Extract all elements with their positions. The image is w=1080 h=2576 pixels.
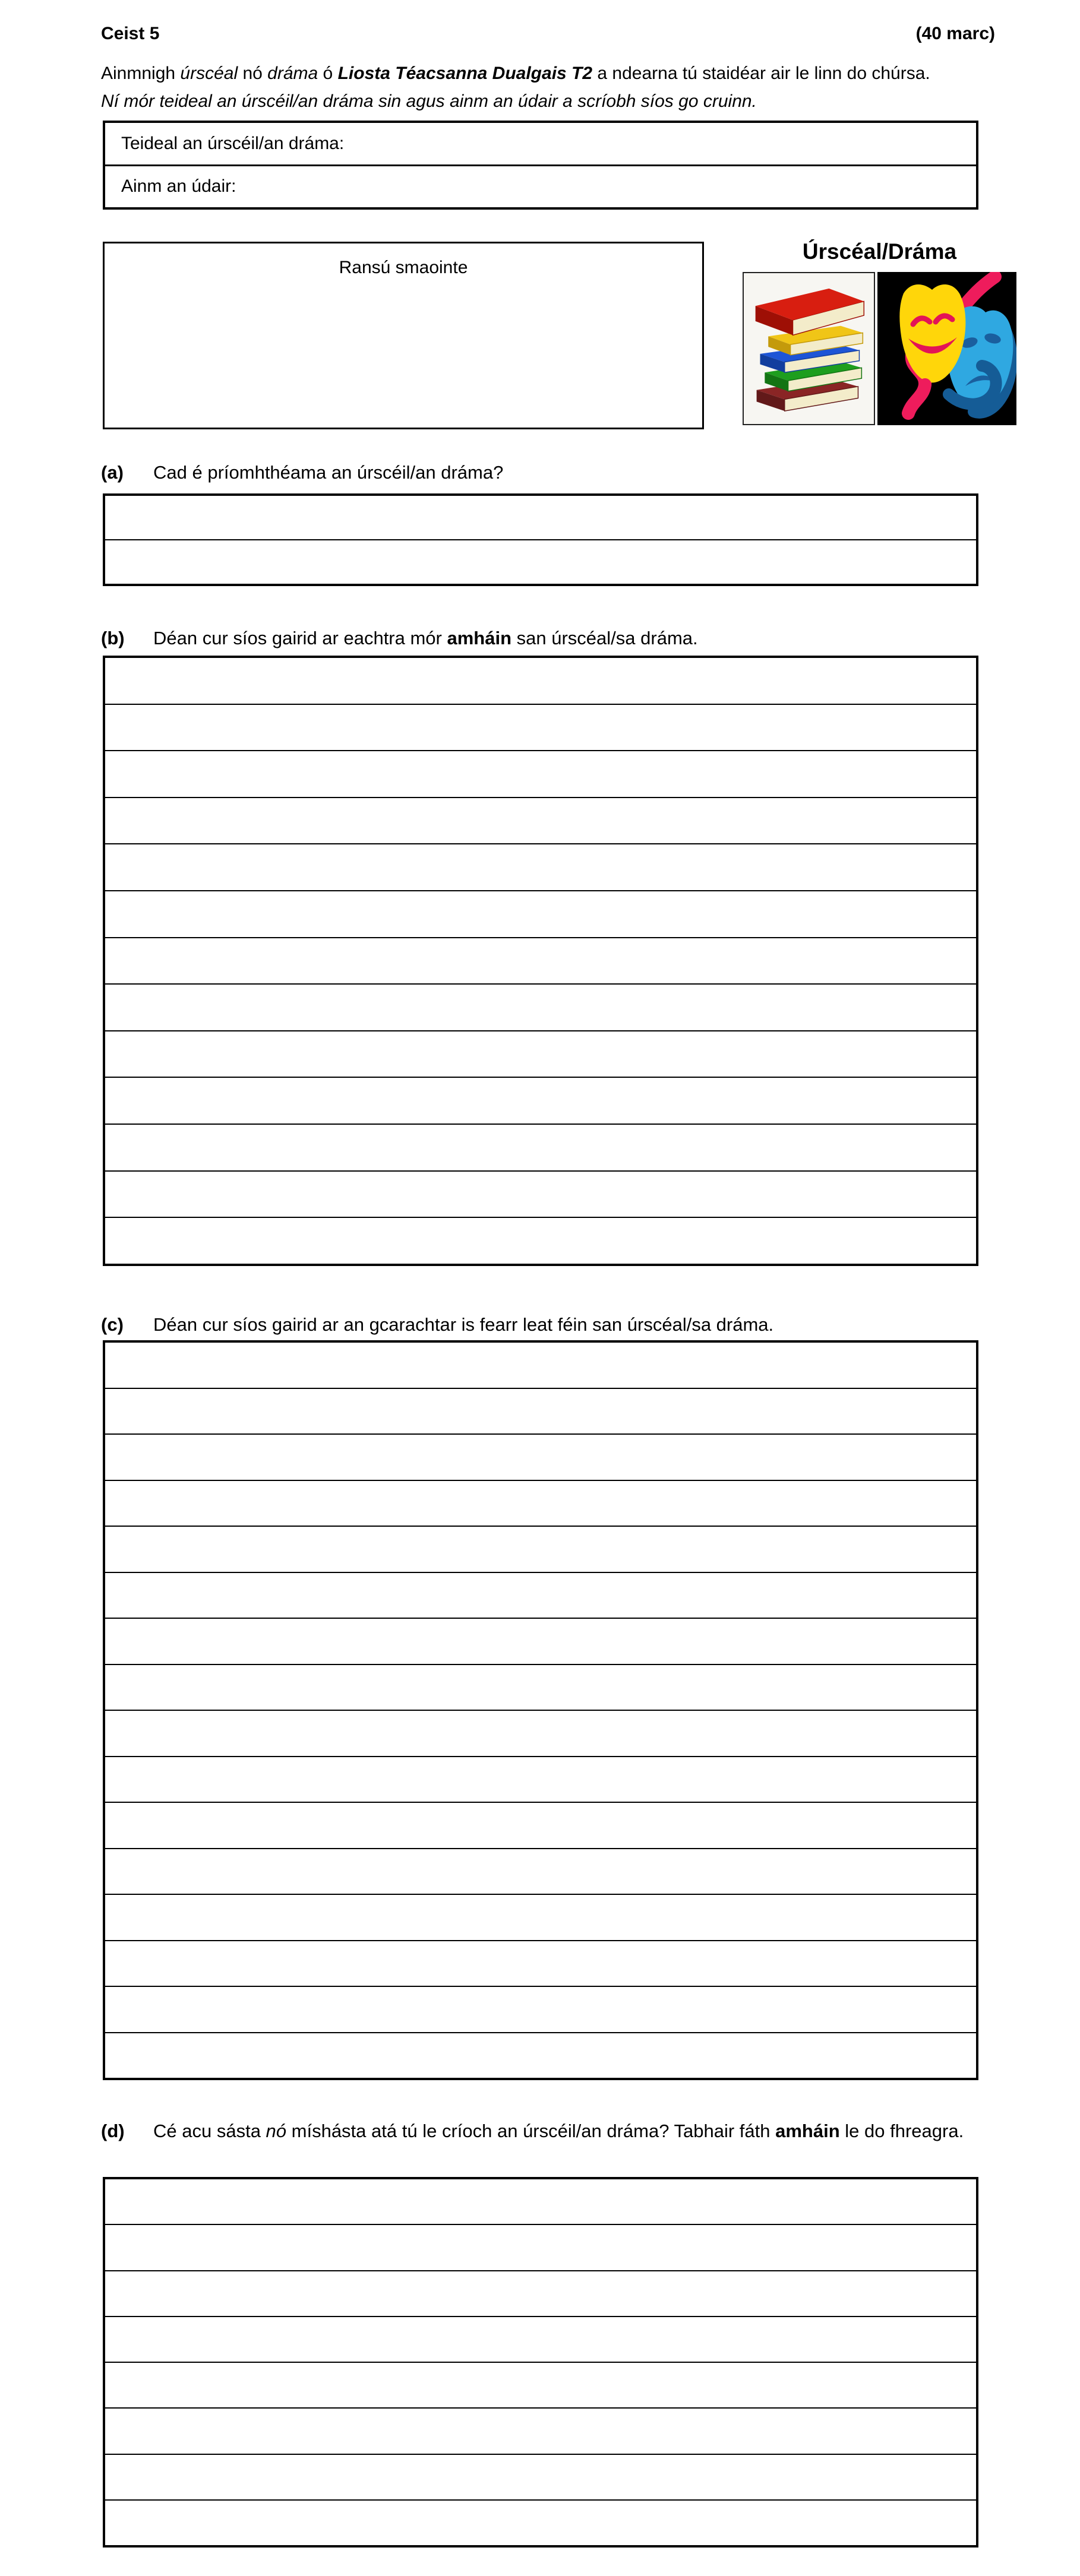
answer-line[interactable] (105, 2270, 976, 2316)
author-input-area[interactable] (236, 175, 976, 198)
question-b-label: (b) (101, 628, 125, 648)
question-b-text: Déan cur síos gairid ar eachtra mór amháin san úrscéal/sa dráma. (153, 628, 698, 648)
answer-line[interactable] (105, 1217, 976, 1264)
answer-line[interactable] (105, 2407, 976, 2453)
author-label: Ainm an údair: (121, 176, 236, 197)
answer-line[interactable] (105, 2454, 976, 2499)
intro-paragraph (101, 59, 1063, 115)
answer-line[interactable] (105, 1710, 976, 1756)
answer-line[interactable] (105, 496, 976, 539)
answer-line[interactable] (105, 658, 976, 704)
answer-line[interactable] (105, 1848, 976, 1894)
question-b (101, 625, 1005, 652)
books-illustration (743, 272, 875, 425)
answer-line[interactable] (105, 1802, 976, 1848)
brainstorm-label: Ransú smaointe (339, 258, 468, 277)
question-c (101, 1311, 1005, 1338)
question-c-label: (c) (101, 1314, 124, 1335)
question-d-label: (d) (101, 2121, 125, 2141)
answer-line[interactable] (105, 797, 976, 844)
answer-line[interactable] (105, 1526, 976, 1572)
answer-line[interactable] (105, 1572, 976, 1618)
question-a-label: (a) (101, 462, 124, 483)
answer-line[interactable] (105, 2362, 976, 2407)
answer-line[interactable] (105, 2032, 976, 2078)
masks-illustration (877, 272, 1016, 425)
drama-masks-icon (877, 272, 1016, 425)
book-stack-icon (744, 273, 874, 424)
answer-box-b (103, 656, 978, 1266)
answer-line[interactable] (105, 843, 976, 890)
answer-line[interactable] (105, 1170, 976, 1217)
answer-line[interactable] (105, 1480, 976, 1526)
details-box (103, 121, 978, 210)
answer-line[interactable] (105, 2499, 976, 2545)
answer-box-a (103, 493, 978, 586)
author-row (105, 164, 976, 208)
question-c-text: Déan cur síos gairid ar an gcarachtar is fearr leat féin san úrscéal/sa dráma. (153, 1314, 774, 1335)
intro-line-1: Ainmnigh úrscéal nó dráma ó Liosta Téacsanna Dualgais T2 a ndearna tú staidéar air le linn do chúrsa. (101, 64, 930, 83)
title-row (105, 123, 976, 164)
answer-line[interactable] (105, 1388, 976, 1434)
brainstorm-box[interactable] (103, 242, 704, 429)
answer-line[interactable] (105, 1664, 976, 1710)
answer-line[interactable] (105, 1030, 976, 1077)
answer-box-d (103, 2177, 978, 2547)
answer-line[interactable] (105, 1124, 976, 1170)
answer-line[interactable] (105, 937, 976, 984)
answer-line[interactable] (105, 2316, 976, 2362)
answer-line[interactable] (105, 1940, 976, 1986)
answer-line[interactable] (105, 890, 976, 937)
answer-line[interactable] (105, 1618, 976, 1664)
answer-line[interactable] (105, 1756, 976, 1802)
answer-line[interactable] (105, 1433, 976, 1480)
answer-line[interactable] (105, 1986, 976, 2032)
answer-line[interactable] (105, 1894, 976, 1940)
question-a (101, 459, 1005, 486)
answer-line[interactable] (105, 2179, 976, 2224)
answer-line[interactable] (105, 1077, 976, 1124)
question-number: Ceist 5 (101, 24, 160, 43)
title-label: Teideal an úrscéil/an dráma: (121, 133, 345, 153)
illustration-caption: Úrscéal/Dráma (802, 239, 957, 264)
question-d (101, 2118, 1005, 2145)
answer-line[interactable] (105, 750, 976, 797)
answer-line[interactable] (105, 539, 976, 584)
intro-line-2: Ní mór teideal an úrscéil/an dráma sin agus ainm an údair a scríobh síos go cruinn. (101, 91, 757, 111)
question-a-text: Cad é príomhthéama an úrscéil/an dráma? (153, 462, 504, 483)
answer-line[interactable] (105, 983, 976, 1030)
page-header (101, 24, 995, 44)
marks-label: (40 marc) (915, 24, 995, 43)
question-d-text: Cé acu sásta nó míshásta atá tú le críoch an úrscéil/an dráma? Tabhair fáth amháin le do fhreagra. (153, 2121, 964, 2141)
answer-line[interactable] (105, 1343, 976, 1388)
answer-box-c (103, 1340, 978, 2080)
answer-line[interactable] (105, 2224, 976, 2270)
title-input-area[interactable] (344, 132, 976, 156)
answer-line[interactable] (105, 704, 976, 751)
